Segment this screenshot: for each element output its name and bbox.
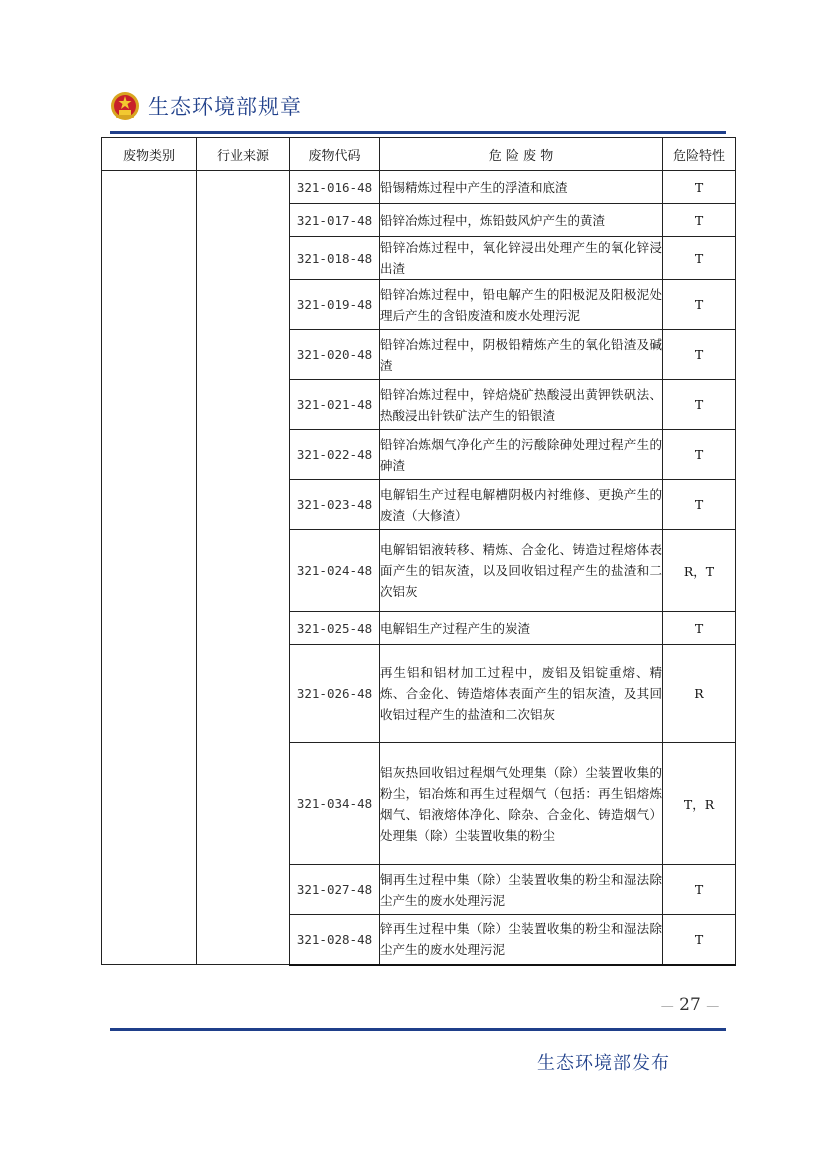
header-industry-source: 行业来源 xyxy=(197,138,290,171)
waste-code: 321-026-48 xyxy=(290,645,380,743)
waste-code: 321-020-48 xyxy=(290,330,380,380)
table-header-row xyxy=(102,138,736,171)
waste-code: 321-019-48 xyxy=(290,280,380,330)
hazard-characteristic: T xyxy=(663,430,736,480)
waste-category-cell xyxy=(102,171,197,965)
industry-source-cell xyxy=(197,171,290,965)
table-row xyxy=(102,171,736,204)
waste-code: 321-021-48 xyxy=(290,380,380,430)
hazard-characteristic: R，T xyxy=(663,530,736,612)
waste-description: 电解铝铝液转移、精炼、合金化、铸造过程熔体表面产生的铝灰渣，以及回收铝过程产生的盐渣和二次铝灰 xyxy=(380,530,663,612)
national-emblem-icon xyxy=(110,91,140,121)
waste-code: 321-028-48 xyxy=(290,915,380,965)
waste-description: 铝灰热回收铝过程烟气处理集（除）尘装置收集的粉尘，铝冶炼和再生过程烟气（包括：再生铝熔炼烟气、铝液熔体净化、除杂、合金化、铸造烟气）处理集（除）尘装置收集的粉尘 xyxy=(380,743,663,865)
hazard-characteristic: T xyxy=(663,865,736,915)
waste-code: 321-023-48 xyxy=(290,480,380,530)
page-number-value: 27 xyxy=(679,995,701,1015)
waste-description: 铅锡精炼过程中产生的浮渣和底渣 xyxy=(380,171,663,204)
waste-code: 321-017-48 xyxy=(290,204,380,237)
hazard-characteristic: T xyxy=(663,237,736,280)
waste-code: 321-034-48 xyxy=(290,743,380,865)
hazardous-waste-table xyxy=(101,137,736,966)
waste-description: 铅锌冶炼过程中，氧化锌浸出处理产生的氧化锌浸出渣 xyxy=(380,237,663,280)
waste-description: 铅锌冶炼过程中，铅电解产生的阳极泥及阳极泥处理后产生的含铅废渣和废水处理污泥 xyxy=(380,280,663,330)
waste-code: 321-024-48 xyxy=(290,530,380,612)
waste-description: 铅锌冶炼过程中，炼铅鼓风炉产生的黄渣 xyxy=(380,204,663,237)
header-rule xyxy=(110,131,726,134)
header-hazard-characteristic: 危险特性 xyxy=(663,138,736,171)
waste-code: 321-027-48 xyxy=(290,865,380,915)
hazard-characteristic: T xyxy=(663,915,736,965)
waste-description: 电解铝生产过程电解槽阴极内衬维修、更换产生的废渣（大修渣） xyxy=(380,480,663,530)
waste-description: 铅锌冶炼烟气净化产生的污酸除砷处理过程产生的砷渣 xyxy=(380,430,663,480)
header-hazardous-waste: 危 险 废 物 xyxy=(380,138,663,171)
page-number-dash-right: — xyxy=(706,999,720,1014)
waste-code: 321-016-48 xyxy=(290,171,380,204)
hazard-characteristic: T xyxy=(663,280,736,330)
page-header xyxy=(110,86,302,126)
header-waste-code: 废物代码 xyxy=(290,138,380,171)
hazard-characteristic: T xyxy=(663,612,736,645)
waste-description: 铅锌冶炼过程中，锌焙烧矿热酸浸出黄钾铁矾法、热酸浸出针铁矿法产生的铅银渣 xyxy=(380,380,663,430)
waste-description: 再生铝和铝材加工过程中，废铝及铝锭重熔、精炼、合金化、铸造熔体表面产生的铝灰渣，及其回收铝过程产生的盐渣和二次铝灰 xyxy=(380,645,663,743)
page-number-dash-left: — xyxy=(660,999,674,1014)
waste-code: 321-025-48 xyxy=(290,612,380,645)
hazard-characteristic: T xyxy=(663,204,736,237)
waste-description: 铜再生过程中集（除）尘装置收集的粉尘和湿法除尘产生的废水处理污泥 xyxy=(380,865,663,915)
hazard-characteristic: T xyxy=(663,171,736,204)
hazard-characteristic: T，R xyxy=(663,743,736,865)
hazard-characteristic: T xyxy=(663,380,736,430)
hazard-characteristic: T xyxy=(663,330,736,380)
page-number xyxy=(650,995,730,1015)
waste-description: 电解铝生产过程产生的炭渣 xyxy=(380,612,663,645)
waste-description: 铅锌冶炼过程中，阴极铅精炼产生的氧化铅渣及碱渣 xyxy=(380,330,663,380)
hazard-characteristic: R xyxy=(663,645,736,743)
footer-rule xyxy=(110,1028,726,1031)
header-waste-category: 废物类别 xyxy=(102,138,197,171)
hazard-characteristic: T xyxy=(663,480,736,530)
footer-publisher: 生态环境部发布 xyxy=(537,1053,670,1074)
waste-code: 321-018-48 xyxy=(290,237,380,280)
waste-description: 锌再生过程中集（除）尘装置收集的粉尘和湿法除尘产生的废水处理污泥 xyxy=(380,915,663,965)
header-title: 生态环境部规章 xyxy=(148,95,302,119)
waste-code: 321-022-48 xyxy=(290,430,380,480)
